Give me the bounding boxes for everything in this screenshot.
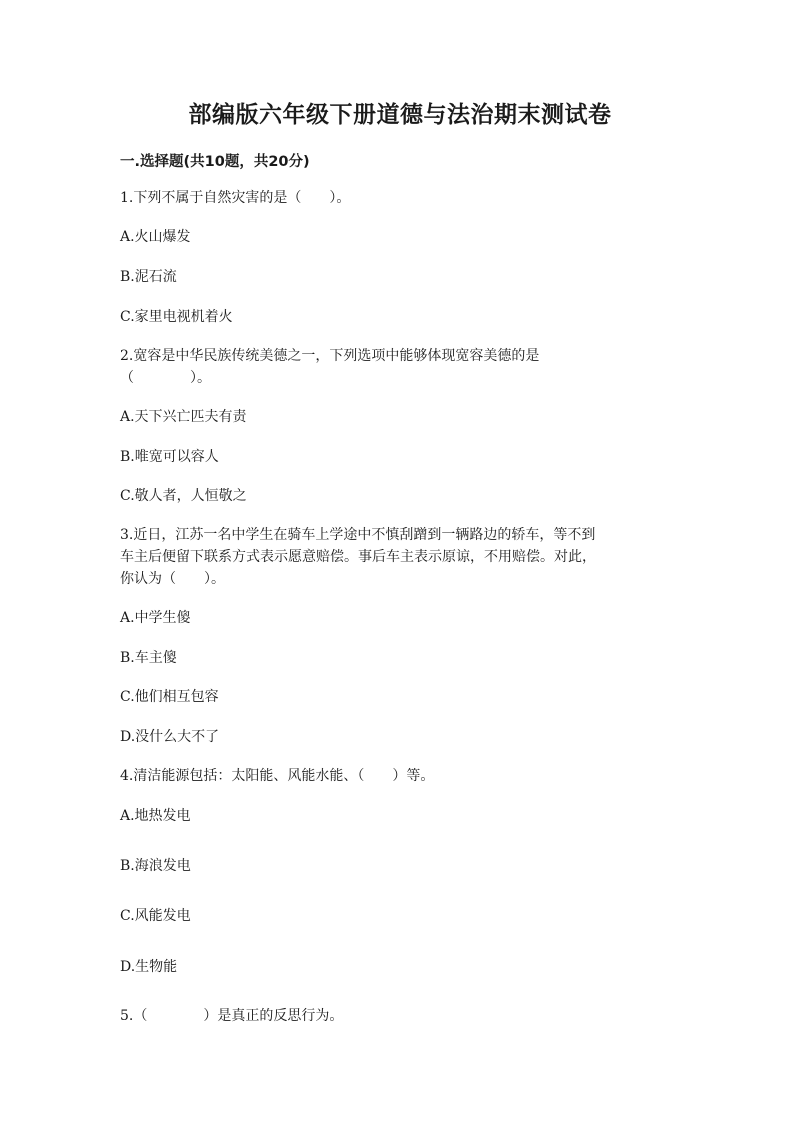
answer-option: B.泥石流	[120, 269, 177, 285]
answer-option: A.天下兴亡匹夫有责	[120, 409, 247, 425]
question-stem-line: 5.（ ）是真正的反思行为。	[120, 1008, 344, 1024]
answer-option: B.海浪发电	[120, 858, 191, 874]
question-stem	[120, 345, 680, 389]
question-stem-line: 4.清洁能源包括：太阳能、风能水能、（ ）等。	[120, 768, 435, 784]
question-stem-line: 3.近日，江苏一名中学生在骑车上学途中不慎刮蹭到一辆路边的轿车，等不到	[120, 527, 596, 543]
question-stem-line: 2.宽容是中华民族传统美德之一，下列选项中能够体现宽容美德的是	[120, 348, 540, 364]
answer-option: B.唯宽可以容人	[120, 449, 219, 465]
question-stem	[120, 1005, 680, 1027]
question-stem-line: 1.下列不属于自然灾害的是（ ）。	[120, 190, 351, 206]
question-stem	[120, 187, 680, 209]
answer-option: A.中学生傻	[120, 610, 191, 626]
question-stem	[120, 524, 680, 590]
section-heading: 一.选择题(共10题，共20分)	[120, 154, 310, 170]
question-stem-line: 车主后便留下联系方式表示愿意赔偿。事后车主表示原谅，不用赔偿。对此，	[120, 549, 596, 565]
question-stem-line: （ ）。	[120, 370, 211, 386]
question-stem-line: 你认为（ ）。	[120, 571, 225, 587]
document-title: 部编版六年级下册道德与法治期末测试卷	[188, 102, 612, 128]
answer-option: A.地热发电	[120, 808, 191, 824]
answer-option: C.风能发电	[120, 908, 191, 924]
answer-option: D.生物能	[120, 959, 178, 975]
answer-option: C.他们相互包容	[120, 689, 219, 705]
answer-option: B.车主傻	[120, 650, 177, 666]
question-stem	[120, 765, 680, 787]
answer-option: C.敬人者，人恒敬之	[120, 488, 247, 504]
answer-option: C.家里电视机着火	[120, 309, 233, 325]
answer-option: D.没什么大不了	[120, 729, 220, 745]
answer-option: A.火山爆发	[120, 229, 191, 245]
